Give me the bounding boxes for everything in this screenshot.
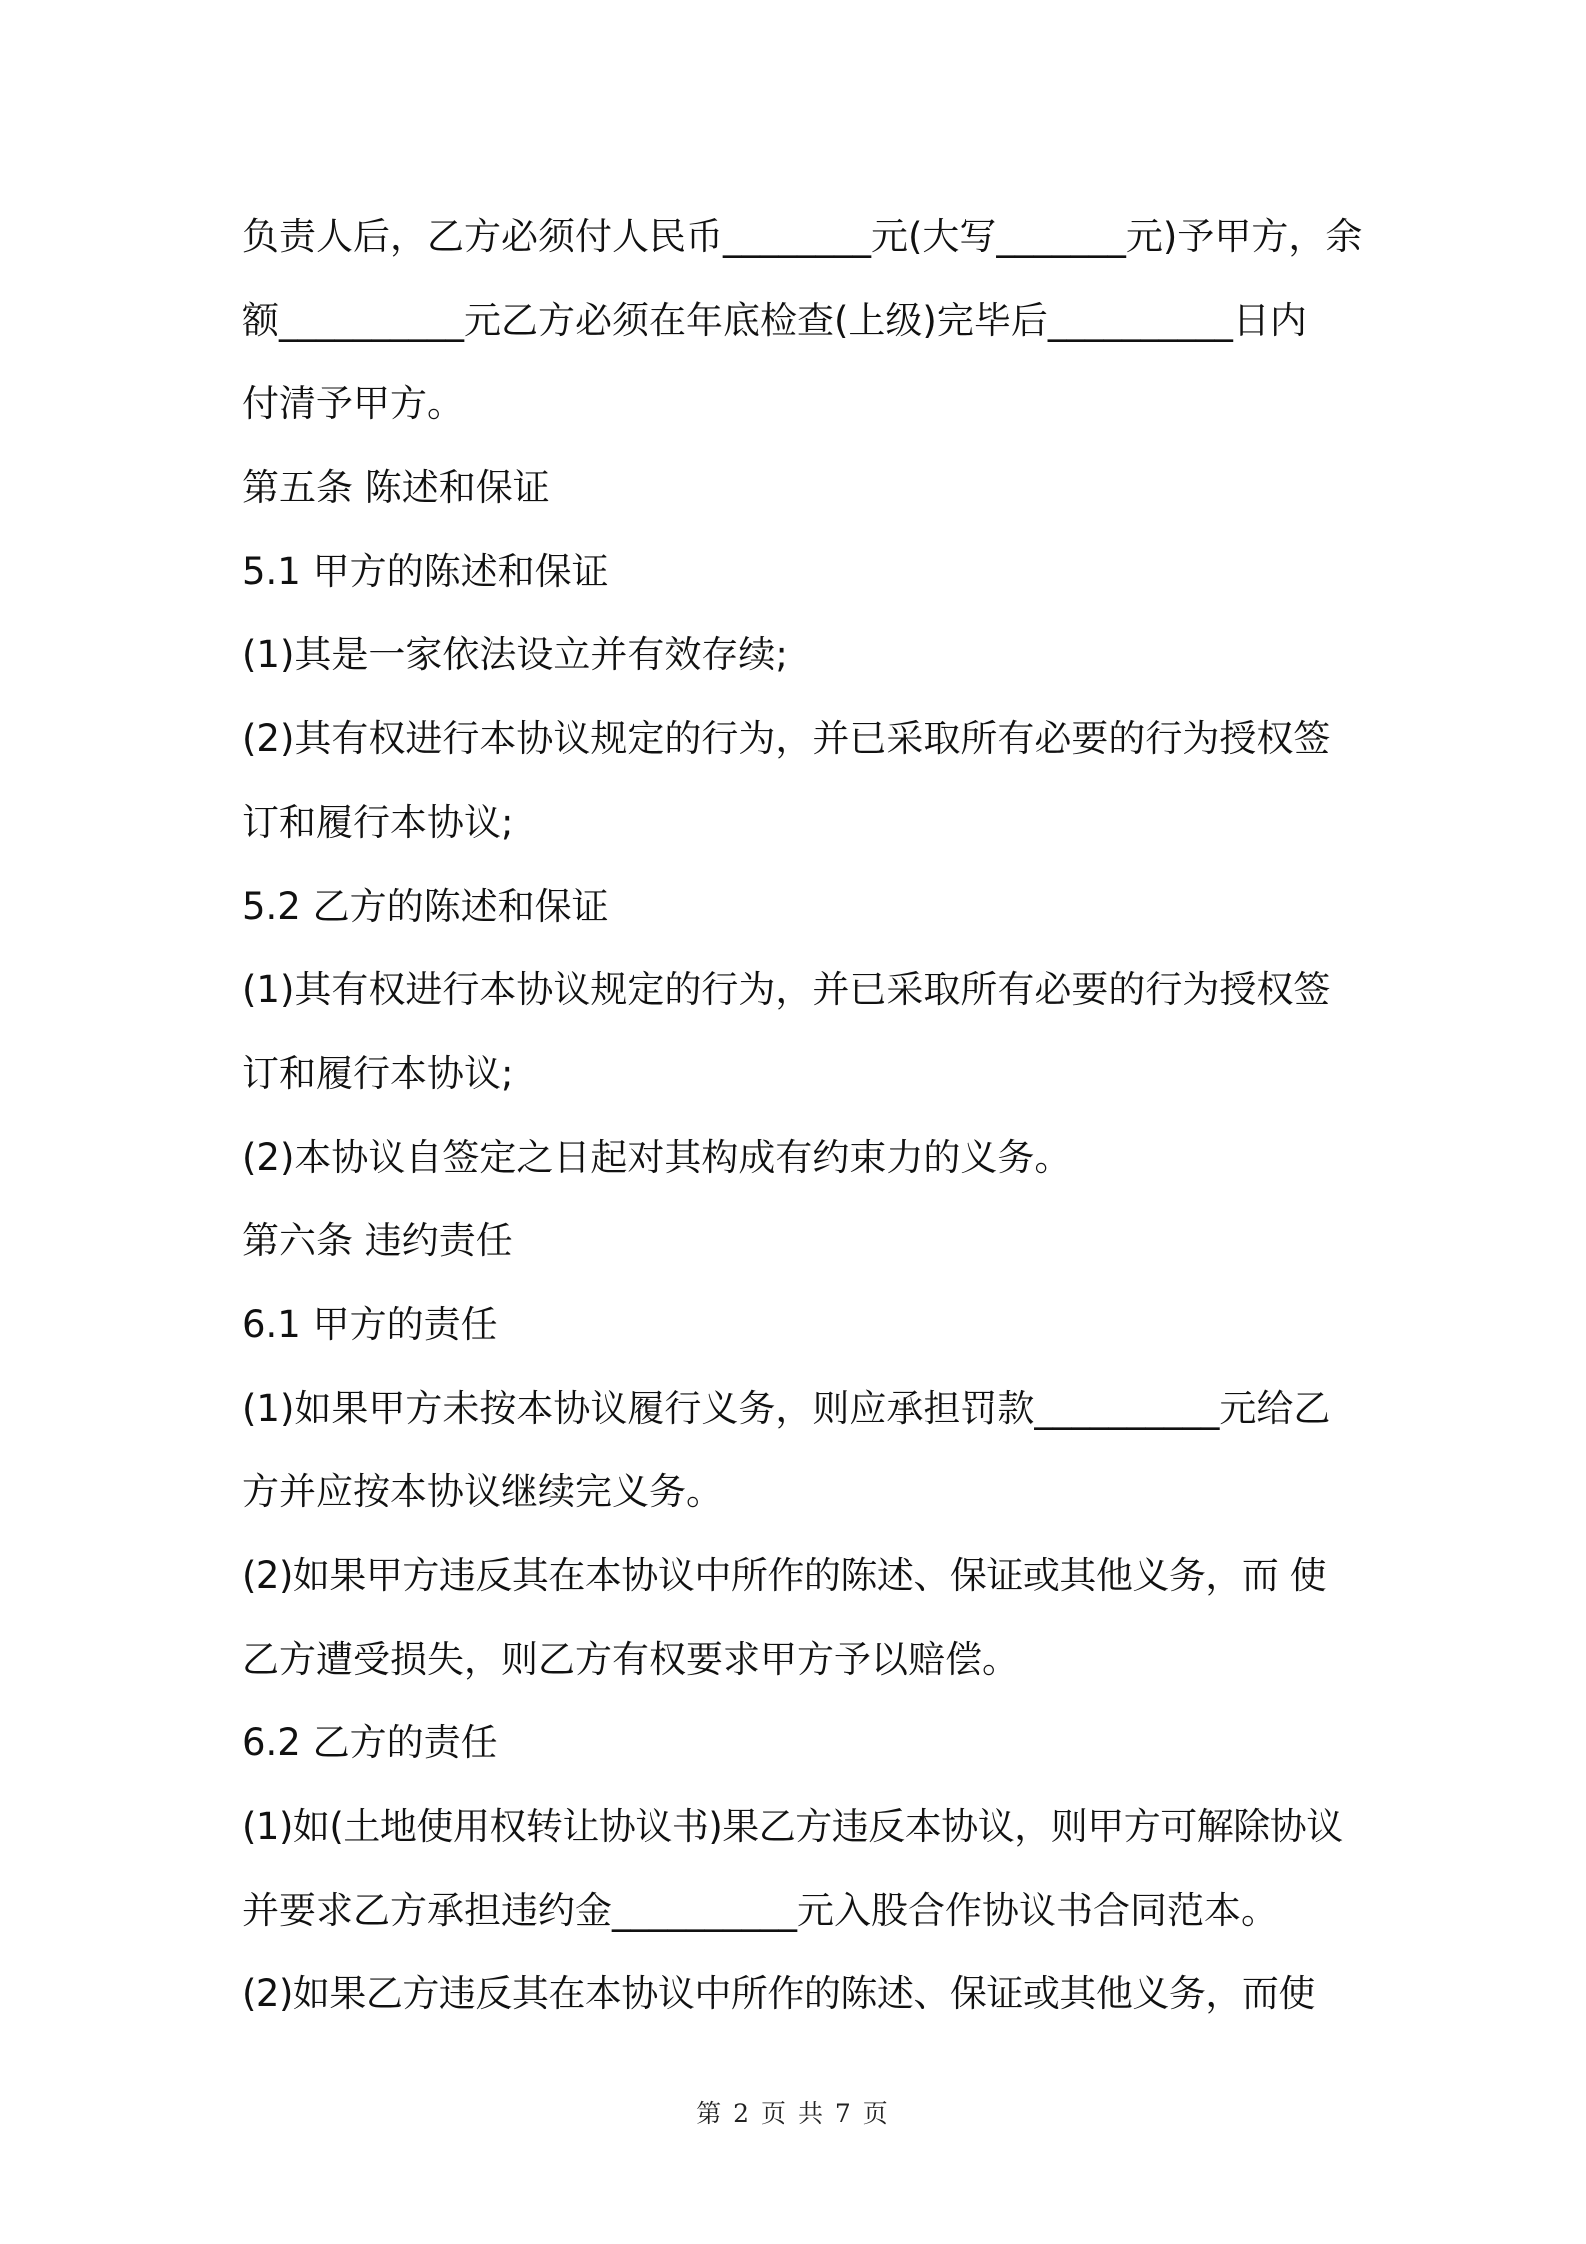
- text-line: (1)其有权进行本协议规定的行为，并已采取所有必要的行为授权签: [242, 968, 1331, 1012]
- subsection-heading: 5.1 甲方的陈述和保证: [242, 549, 609, 593]
- text-line: 订和履行本协议;: [242, 1051, 514, 1095]
- text-line: 方并应按本协议继续完义务。: [242, 1470, 723, 1514]
- text-line: 付清予甲方。: [242, 382, 464, 426]
- text-line: 额__________元乙方必须在年底检查(上级)完毕后__________日内: [242, 298, 1307, 342]
- text-line: (1)如(土地使用权转让协议书)果乙方违反本协议，则甲方可解除协议: [242, 1805, 1343, 1849]
- page-number: 第 2 页 共 7 页: [696, 2099, 890, 2128]
- text-line: (2)其有权进行本协议规定的行为，并已采取所有必要的行为授权签: [242, 717, 1331, 761]
- subsection-heading: 5.2 乙方的陈述和保证: [242, 884, 609, 928]
- subsection-heading: 6.1 甲方的责任: [242, 1302, 498, 1346]
- text-line: (2)本协议自签定之日起对其构成有约束力的义务。: [242, 1135, 1072, 1179]
- text-line: 并要求乙方承担违约金__________元入股合作协议书合同范本。: [242, 1888, 1278, 1932]
- section-heading: 第五条 陈述和保证: [242, 466, 550, 510]
- text-line: 负责人后，乙方必须付人民币________元(大写_______元)予甲方，余: [242, 215, 1363, 258]
- text-line: 订和履行本协议;: [242, 800, 514, 844]
- section-heading: 第六条 违约责任: [242, 1219, 513, 1263]
- text-line: 乙方遭受损失，则乙方有权要求甲方予以赔偿。: [242, 1637, 1019, 1681]
- text-line: (1)如果甲方未按本协议履行义务，则应承担罚款__________元给乙: [242, 1386, 1331, 1430]
- text-line: (2)如果乙方违反其在本协议中所作的陈述、保证或其他义务，而使: [242, 1972, 1315, 2016]
- text-line: (2)如果甲方违反其在本协议中所作的陈述、保证或其他义务，而 使: [242, 1554, 1327, 1597]
- text-line: (1)其是一家依法设立并有效存续;: [242, 633, 788, 677]
- subsection-heading: 6.2 乙方的责任: [242, 1721, 498, 1765]
- document-body: [242, 195, 1362, 2036]
